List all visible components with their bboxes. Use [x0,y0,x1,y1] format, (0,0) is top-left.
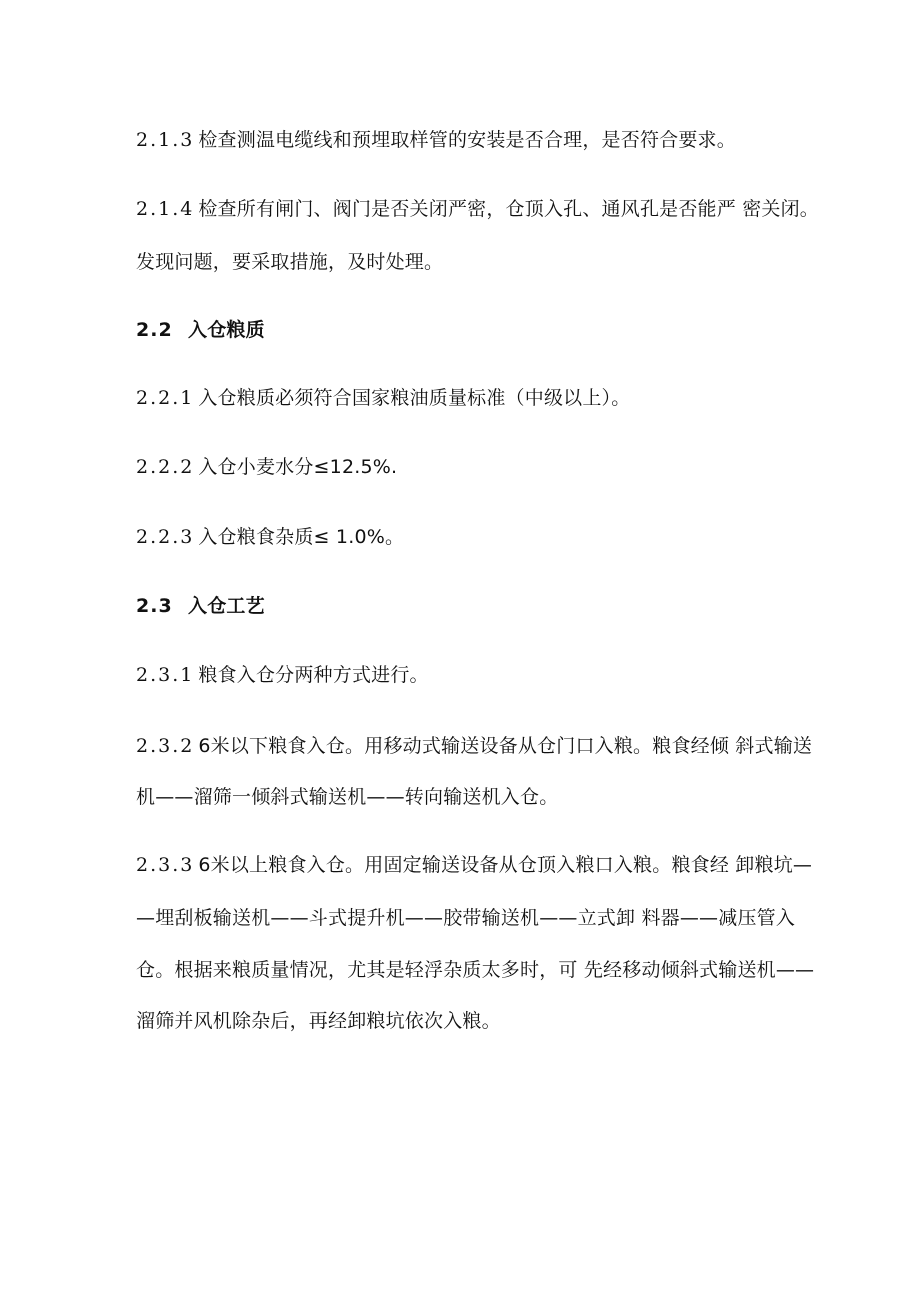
section-number: 2.2.1 [136,387,195,409]
paragraph-text: 粮食入仓分两种方式进行。 [198,664,429,686]
paragraph-2-1-4-line-1 [136,197,820,221]
paragraph-text: 机——溜筛一倾斜式输送机——转向输送机入仓。 [136,786,559,808]
paragraph-text: 检查所有闸门、阀门是否关闭严密，仓顶入孔、通风孔是否能严 密关闭。 [198,198,820,220]
section-number: 2.2.2 [136,456,195,478]
paragraph-text: 6米以下粮食入仓。用移动式输送设备从仓门口入粮。粮食经倾 斜式输送 [198,735,813,757]
paragraph-text: 入仓粮食杂质≤ 1.0%。 [198,526,405,548]
section-number: 2.3.1 [136,664,195,686]
paragraph-text: 仓。根据来粮质量情况，尤其是轻浮杂质太多时，可 先经移动倾斜式输送机—— [136,959,815,981]
paragraph-text: 入仓粮质必须符合国家粮油质量标准（中级以上）。 [198,387,631,409]
heading-title: 入仓工艺 [188,595,265,617]
section-heading-2-2 [136,318,816,342]
section-number: 2.3.3 [136,854,195,876]
paragraph-2-3-3-line-3 [136,958,816,982]
section-number: 2.2.3 [136,526,195,548]
paragraph-2-2-2-line-1 [136,455,816,479]
paragraph-text: 溜筛并风机除杂后，再经卸粮坑依次入粮。 [136,1010,501,1032]
paragraph-text: 入仓小麦水分≤12.5%. [198,456,398,478]
paragraph-2-2-3-line-1 [136,525,816,549]
paragraph-2-3-2-line-2 [136,785,816,809]
paragraph-2-3-3-line-1 [136,853,816,877]
paragraph-text: —埋刮板输送机——斗式提升机——胶带输送机——立式卸 料器——减压管入 [136,907,796,929]
paragraph-2-3-3-line-4 [136,1009,816,1033]
section-heading-2-3 [136,594,816,618]
section-number: 2.3.2 [136,735,195,757]
heading-number: 2.2 [136,319,173,341]
paragraph-text: 6米以上粮食入仓。用固定输送设备从仓顶入粮口入粮。粮食经 卸粮坑— [198,854,813,876]
paragraph-text: 检查测温电缆线和预埋取样管的安装是否合理，是否符合要求。 [198,129,736,151]
section-number: 2.1.3 [136,129,195,151]
paragraph-2-3-3-line-2 [136,906,816,930]
paragraph-2-3-1-line-1 [136,663,816,687]
section-number: 2.1.4 [136,198,195,220]
heading-number: 2.3 [136,595,173,617]
paragraph-2-1-3-line-1 [136,128,816,152]
paragraph-2-3-2-line-1 [136,734,816,758]
heading-title: 入仓粮质 [188,319,265,341]
paragraph-text: 发现问题，要采取措施，及时处理。 [136,251,444,273]
paragraph-2-2-1-line-1 [136,386,816,410]
paragraph-2-1-4-line-2 [136,250,816,274]
